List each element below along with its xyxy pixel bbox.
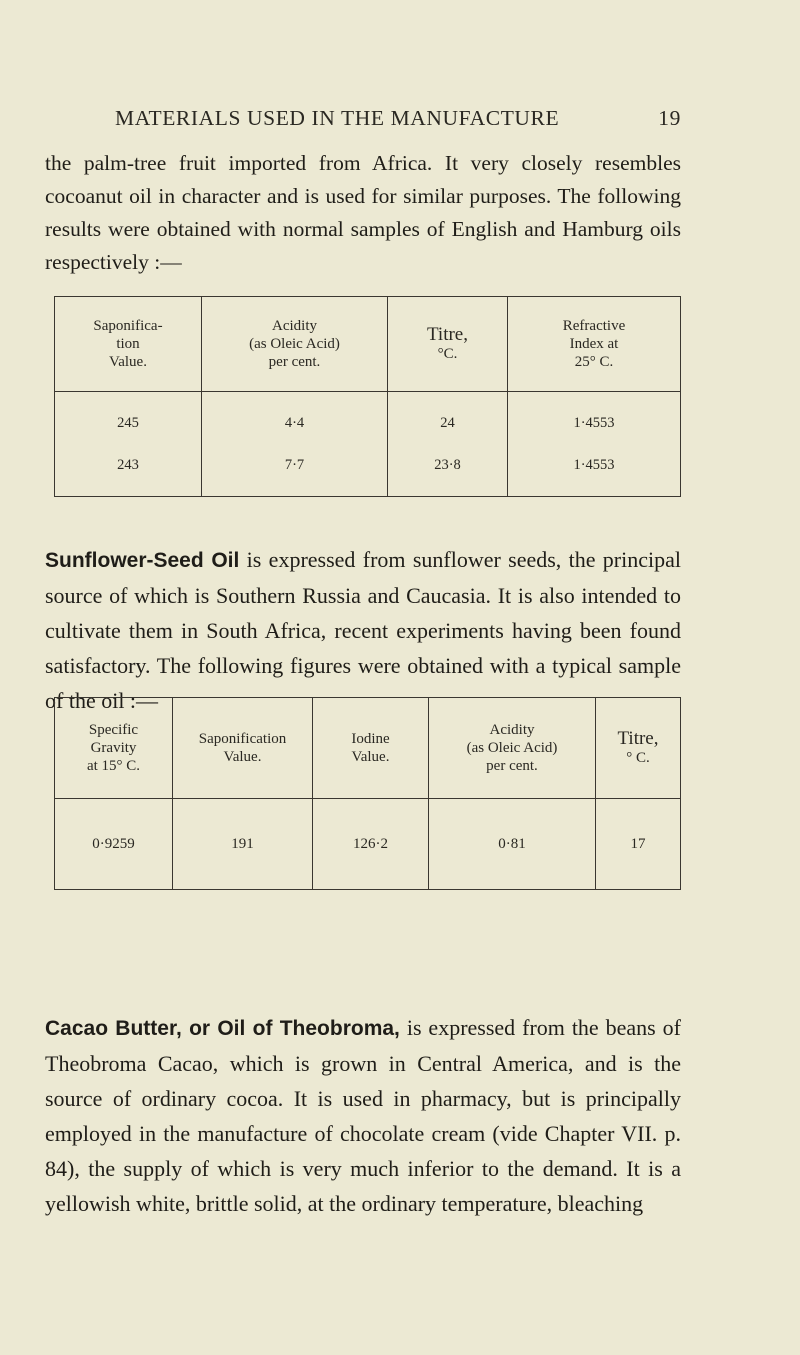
- cell-titre: 24: [388, 392, 508, 445]
- header-saponification-value: Saponifica- tion Value.: [55, 297, 202, 392]
- cell-saponification: 245: [55, 392, 202, 445]
- header-acidity: Acidity (as Oleic Acid) per cent.: [429, 698, 596, 799]
- heading-cacao-butter: Cacao Butter, or Oil of Theobroma,: [45, 1017, 400, 1040]
- header-refractive-index: Refractive Index at 25° C.: [508, 297, 681, 392]
- cell-refractive-index: 1·4553: [508, 444, 681, 497]
- header-specific-gravity: Specific Gravity at 15° C.: [55, 698, 173, 799]
- cell-specific-gravity: 0·9259: [55, 799, 173, 890]
- paragraph-text: is expressed from the beans of Theobroma Cacao, which is grown in Central America, and is the source of ordinary cocoa. It is used in pharmacy, but is principally employed in the manufacture of chocolate cream (vide Chapter VII. p. 84), the supply of which is very much inferior to the demand. It is a yellowish white, brittle solid, at the ordinary temperature, bleaching: [45, 1015, 681, 1216]
- table-header-row: [55, 698, 681, 799]
- cell-acidity: 0·81: [429, 799, 596, 890]
- cell-iodine: 126·2: [313, 799, 429, 890]
- heading-sunflower-seed-oil: Sunflower-Seed Oil: [45, 549, 240, 572]
- cell-titre: 23·8: [388, 444, 508, 497]
- table-header-row: [55, 297, 681, 392]
- paragraph-text: is expressed from sunflower seeds, the principal source of which is Southern Russia and Caucasia. It is also intended to cultivate them in South Africa, recent experiments having been found satisfactory. The following figures were obtained with a typical sample of the oil :—: [45, 547, 681, 713]
- paragraph-palm-kernel-oil: the palm-tree fruit imported from Africa. It very closely resembles cocoanut oil in character and is used for similar purposes. The following results were obtained with normal samples of English and Hamburg oils respectively :—: [45, 151, 681, 274]
- header-acidity: Acidity (as Oleic Acid) per cent.: [202, 297, 388, 392]
- header-titre: Titre, ° C.: [596, 698, 681, 799]
- cell-acidity: 4·4: [202, 392, 388, 445]
- page-number: 19: [658, 106, 681, 130]
- cell-saponification: 243: [55, 444, 202, 497]
- sunflower-oil-table: [54, 697, 681, 890]
- header-titre: Titre, °C.: [388, 297, 508, 392]
- cell-refractive-index: 1·4553: [508, 392, 681, 445]
- table-row: [55, 392, 681, 445]
- running-head: [115, 106, 681, 131]
- table-row: [55, 444, 681, 497]
- cell-saponification: 191: [173, 799, 313, 890]
- palm-kernel-oil-table: [54, 296, 681, 497]
- cell-titre: 17: [596, 799, 681, 890]
- paragraph-cacao-butter: [45, 1010, 681, 1221]
- paragraph-sunflower-seed-oil: [45, 542, 681, 718]
- table-row: [55, 799, 681, 890]
- header-iodine-value: Iodine Value.: [313, 698, 429, 799]
- header-saponification-value: Saponification Value.: [173, 698, 313, 799]
- cell-acidity: 7·7: [202, 444, 388, 497]
- running-head-title: MATERIALS USED IN THE MANUFACTURE: [115, 106, 560, 130]
